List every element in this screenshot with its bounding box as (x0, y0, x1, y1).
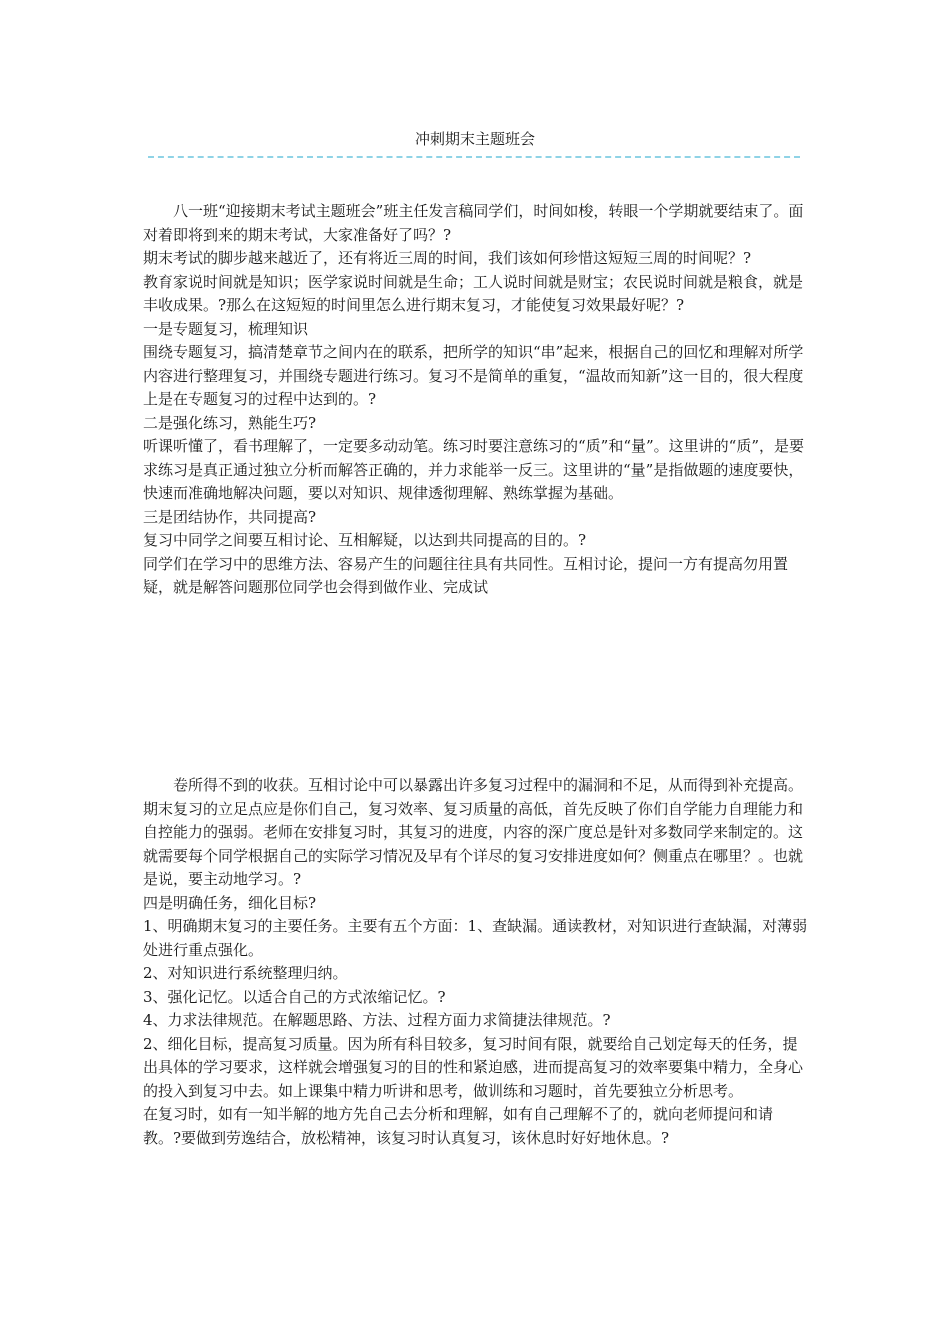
paragraph-self-study: 期末复习的立足点应是你们自己，复习效率、复习质量的高低，首先反映了你们自学能力自理能力和自控能力的强弱。老师在安排复习时，其复习的进度，内容的深广度总是针对多数同学来制定的。这就需要每个同学根据自己的实际学习情况及早有个详尽的复习安排进度如何？侧重点在哪里？。也就是说，要主动地学习。? (143, 799, 804, 888)
list-item-main-tasks: 1、明确期末复习的主要任务。主要有五个方面：1、查缺漏。通读教材，对知识进行查缺漏，对薄弱处进行重点强化。 (143, 917, 808, 959)
body-section-1 (143, 200, 809, 600)
paragraph-ask-teacher: 在复习时，如有一知半解的地方先自己去分析和理解，如有自己理解不了的，就向老师提问和请教。?要做到劳逸结合，放松精神，该复习时认真复习，该休息时好好地休息。? (143, 1105, 774, 1147)
paragraph-continuation: 卷所得不到的收获。互相讨论中可以暴露出许多复习过程中的漏洞和不足，从而得到补充提高。 (173, 776, 804, 794)
paragraph-time-value: 教育家说时间就是知识；医学家说时间就是生命；工人说时间就是财宝；农民说时间就是粮食，就是丰收成果。?那么在这短短的时间里怎么进行期末复习，才能使复习效果最好呢？? (143, 272, 804, 314)
list-item-memory: 3、强化记忆。以适合自己的方式浓缩记忆。? (143, 987, 446, 1006)
paragraph-mutual-discussion: 复习中同学之间要互相讨论、互相解疑，以达到共同提高的目的。? (143, 531, 587, 549)
paragraph-intro: 八一班“迎接期末考试主题班会”班主任发言稿同学们，时间如梭，转眼一个学期就要结束了。面对着即将到来的期末考试，大家准备好了吗？? (143, 202, 804, 244)
title-dashed-divider (148, 156, 800, 158)
heading-point-three: 三是团结协作，共同提高? (143, 507, 317, 526)
body-section-2 (143, 774, 809, 1150)
paragraph-refine-goals: 2、细化目标，提高复习质量。因为所有科目较多，复习时间有限，就要给自己划定每天的任务，提出具体的学习要求，这样就会增强复习的目的性和紧迫感，进而提高复习的效率要集中精力，全身心的投入到复习中去。如上课集中精力听讲和思考，做训练和习题时，首先要独立分析思考。 (143, 1034, 804, 1100)
paragraph-time-remaining: 期末考试的脚步越来越近了，还有将近三周的时间，我们该如何珍惜这短短三周的时间呢？? (143, 249, 752, 267)
paragraph-topic-review: 围绕专题复习，搞清楚章节之间内在的联系，把所学的知识“串”起来，根据自己的回忆和理解对所学内容进行整理复习，并围绕专题进行练习。复习不是简单的重复，“温故而知新”这一目的，很大程度上是在专题复习的过程中达到的。? (143, 343, 804, 408)
paragraph-practice: 听课听懂了，看书理解了，一定要多动动笔。练习时要注意练习的“质”和“量”。这里讲的“质”，是要求练习是真正通过独立分析而解答正确的，并力求能举一反三。这里讲的“量”是指做题的速度要快，快速而准确地解决问题，要以对知识、规律透彻理解、熟练掌握为基础。 (143, 437, 805, 502)
heading-point-four: 四是明确任务，细化目标? (143, 893, 317, 912)
list-item-standards: 4、力求法律规范。在解题思路、方法、过程方面力求简捷法律规范。? (143, 1011, 611, 1029)
heading-point-two: 二是强化练习，熟能生巧? (143, 413, 317, 432)
list-item-organize: 2、对知识进行系统整理归纳。 (143, 964, 348, 982)
document-title: 冲刺期末主题班会 (414, 130, 535, 148)
paragraph-common-problems: 同学们在学习中的思维方法、容易产生的问题往往具有共同性。互相讨论，提问一方有提高勿用置疑，就是解答问题那位同学也会得到做作业、完成试 (143, 554, 789, 596)
heading-point-one: 一是专题复习，梳理知识 (143, 319, 309, 338)
